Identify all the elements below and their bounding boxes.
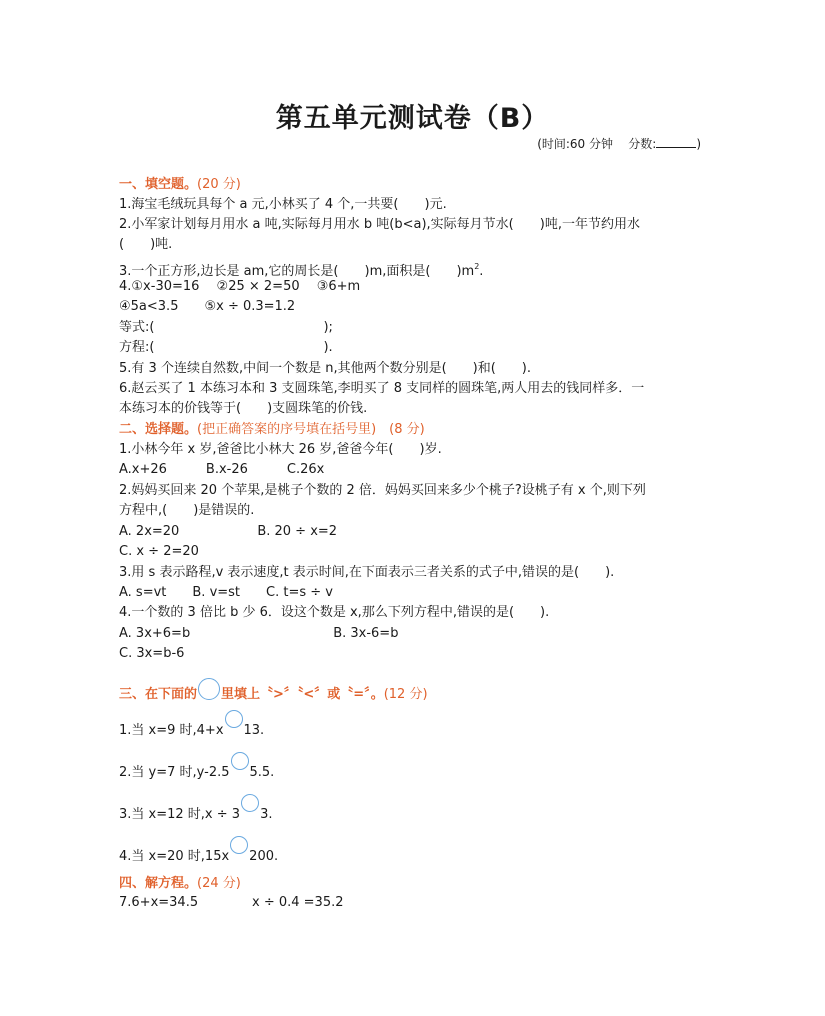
s2-q1: 1.小林今年 x 岁,爸爸比小林大 26 岁,爸爸今年( )岁. (119, 442, 442, 457)
s2-q2-options-2: C. x ÷ 2=20 (119, 544, 199, 559)
s2-q2-options-1: A. 2x=20 B. 20 ÷ x=2 (119, 524, 338, 539)
s1-q3 (119, 259, 483, 280)
s3-q1-answer-circle[interactable] (225, 710, 243, 728)
section2-title: 二、选择题。 (119, 422, 198, 437)
s1-q4-line1: 4.①x-30=16 ②25 × 2=50 ③6+m (119, 279, 361, 294)
section4-heading (119, 876, 241, 892)
s1-q4-equations: 等式:( ); (119, 320, 333, 335)
section1-points: (20 分) (197, 177, 241, 192)
s4-equation-2: x ÷ 0.4 =35.2 (252, 895, 344, 910)
s3-q3-end: 3. (260, 807, 273, 822)
s2-q4-options-2: C. 3x=b-6 (119, 646, 185, 661)
section3-title-start: 三、在下面的 (119, 687, 198, 702)
s3-q3-text: 3.当 x=12 时,x ÷ 3 (119, 807, 241, 822)
page-title: 第五单元测试卷（B） (275, 103, 550, 134)
s1-q6-line2: 本练习本的价钱等于( )支圆珠笔的价钱. (119, 401, 368, 416)
s1-q2-line1: 2.小军家计划每月用水 a 吨,实际每月用水 b 吨(b<a),实际每月节水( )吨,一年节约用水 (119, 217, 640, 232)
answer-circle-icon (198, 678, 220, 700)
s1-q2-line2: ( )吨. (119, 237, 173, 252)
s3-q3-answer-circle[interactable] (241, 794, 259, 812)
s1-q3-superscript: 2 (474, 262, 480, 271)
s3-q4-end: 200. (249, 849, 279, 864)
section2-heading (119, 422, 425, 438)
s3-q2-answer-circle[interactable] (231, 752, 249, 770)
exam-meta (537, 135, 701, 152)
s3-q2-text: 2.当 y=7 时,y-2.5 (119, 765, 230, 780)
section2-points: (把正确答案的序号填在括号里) (8 分) (197, 422, 425, 437)
s3-q4 (119, 846, 278, 865)
time-label: (时间:60 分钟 (537, 137, 613, 151)
s3-q3 (119, 804, 272, 823)
s2-q2-line2: 方程中,( )是错误的. (119, 503, 255, 518)
s3-q2-end: 5.5. (249, 765, 275, 780)
s3-q1-end: 13. (243, 723, 265, 738)
section3-points: (12 分) (383, 687, 428, 702)
s1-q4-formulas: 方程:( ). (119, 340, 333, 355)
s2-q3-options: A. s=vt B. v=st C. t=s ÷ v (119, 585, 333, 600)
s3-q4-answer-circle[interactable] (230, 836, 248, 854)
section4-title: 四、解方程。 (119, 876, 198, 891)
s1-q6-line1: 6.赵云买了 1 本练习本和 3 支圆珠笔,李明买了 8 支同样的圆珠笔,两人用去的钱同样多．一 (119, 381, 645, 396)
section1-heading (119, 177, 241, 193)
section1-title: 一、填空题。 (119, 177, 198, 192)
section4-points: (24 分) (197, 876, 241, 891)
s3-q1-text: 1.当 x=9 时,4+x (119, 723, 224, 738)
s2-q4-options-1: A. 3x+6=b B. 3x-6=b (119, 626, 399, 641)
s3-q1 (119, 720, 264, 739)
s2-q3: 3.用 s 表示路程,v 表示速度,t 表示时间,在下面表示三者关系的式子中,错误的是( ). (119, 565, 615, 580)
s4-equation-1: 7.6+x=34.5 (119, 895, 199, 910)
meta-close: ) (696, 137, 701, 151)
s1-q5: 5.有 3 个连续自然数,中间一个数是 n,其他两个数分别是( )和( ). (119, 361, 531, 376)
s3-q2 (119, 762, 274, 781)
s1-q1: 1.海宝毛绒玩具每个 a 元,小林买了 4 个,一共要( )元. (119, 197, 447, 212)
section3-title-end: 里填上〝>〞〝<〞或〝=〞。 (221, 687, 384, 702)
s2-q1-options: A.x+26 B.x-26 C.26x (119, 462, 325, 477)
s2-q2-line1: 2.妈妈买回来 20 个苹果,是桃子个数的 2 倍．妈妈买回来多少个桃子?设桃子有 x 个,则下列 (119, 483, 646, 498)
s1-q3-end: . (479, 264, 484, 279)
score-blank (656, 136, 696, 148)
s3-q4-text: 4.当 x=20 时,15x (119, 849, 230, 864)
s2-q4: 4.一个数的 3 倍比 b 少 6．设这个数是 x,那么下列方程中,错误的是( ). (119, 605, 550, 620)
s1-q4-line2: ④5a<3.5 ⑤x ÷ 0.3=1.2 (119, 299, 296, 314)
score-label: 分数: (628, 137, 657, 151)
s1-q3-text: 3.一个正方形,边长是 am,它的周长是( )m,面积是( )m (119, 264, 475, 279)
section3-heading (119, 678, 428, 703)
